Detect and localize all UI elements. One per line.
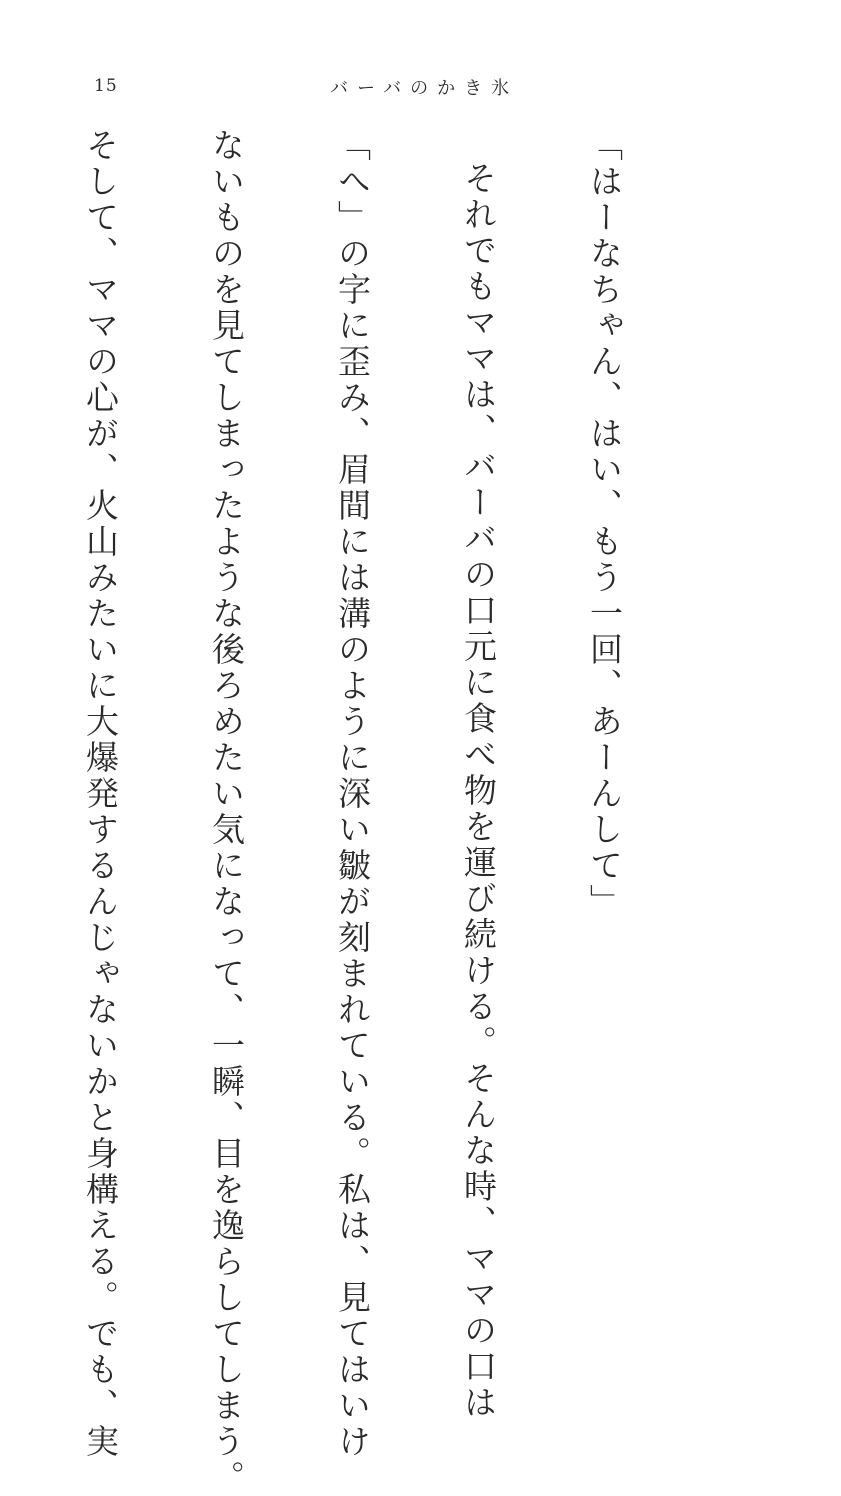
page-number: 15 <box>94 76 118 96</box>
text-line: 「へ」の字に歪み、眉間には溝のように深い皺が刻まれている。私は、見てはいけ <box>333 128 372 1460</box>
text-line: それでもママは、バーバの口元に食べ物を運び続ける。そんな時、ママの口は <box>459 161 498 1421</box>
body-text <box>0 128 709 1496</box>
text-line: そして、ママの心が、火山みたいに大爆発するんじゃないかと身構える。でも、実 <box>81 128 120 1460</box>
text-line: 「はーなちゃん、はい、もう一回、あーんして」 <box>585 128 624 920</box>
running-title: バーバのかき氷 <box>330 78 519 99</box>
text-line: ないものを見てしまったような後ろめたい気になって、一瞬、目を逸らしてしまう。 <box>207 128 246 1496</box>
